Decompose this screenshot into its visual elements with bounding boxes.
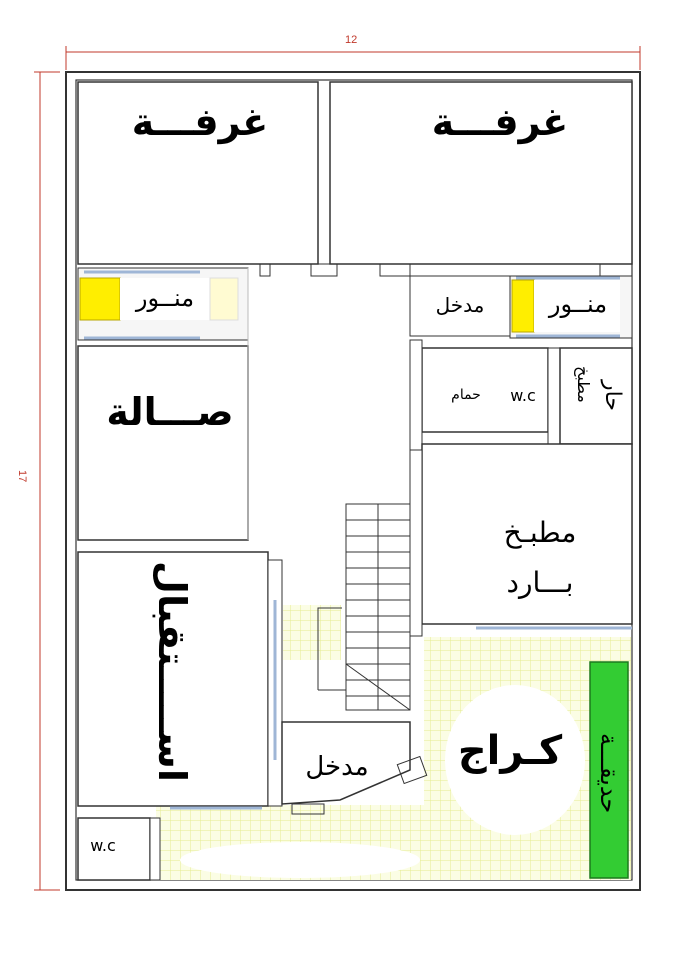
light-well-left bbox=[80, 278, 120, 320]
label-entrance-bottom: مدخل bbox=[305, 752, 369, 782]
label-light-well-right: منــور bbox=[548, 290, 608, 318]
label-light-well-left: منــور bbox=[135, 284, 195, 312]
label-cold-kitchen-line1: مطبـخ bbox=[503, 516, 577, 549]
label-room-right: غرفـــة bbox=[431, 100, 569, 144]
label-hot-kitchen-line2: حار bbox=[600, 380, 625, 411]
label-cold-kitchen-line2: بـــارد bbox=[506, 566, 574, 599]
height-dimension-label: 17 bbox=[16, 470, 28, 483]
label-room-left: غرفـــة bbox=[131, 100, 269, 144]
light-well-right bbox=[512, 280, 534, 332]
label-entrance-top: مدخل bbox=[435, 293, 485, 317]
label-wc-top: w.c bbox=[510, 386, 536, 405]
label-bathroom: حمام bbox=[451, 387, 481, 403]
label-garden: حديقـــة bbox=[595, 732, 623, 814]
width-dimension-label: 12 bbox=[345, 34, 358, 46]
living-walls bbox=[78, 346, 248, 540]
label-wc-bottom: w.c bbox=[90, 836, 116, 855]
label-reception: اســـــتقبال bbox=[150, 561, 194, 782]
label-hot-kitchen-line1: مطبخ bbox=[574, 366, 593, 403]
label-garage: كـراج bbox=[457, 728, 563, 774]
label-living: صـــالة bbox=[106, 390, 234, 434]
